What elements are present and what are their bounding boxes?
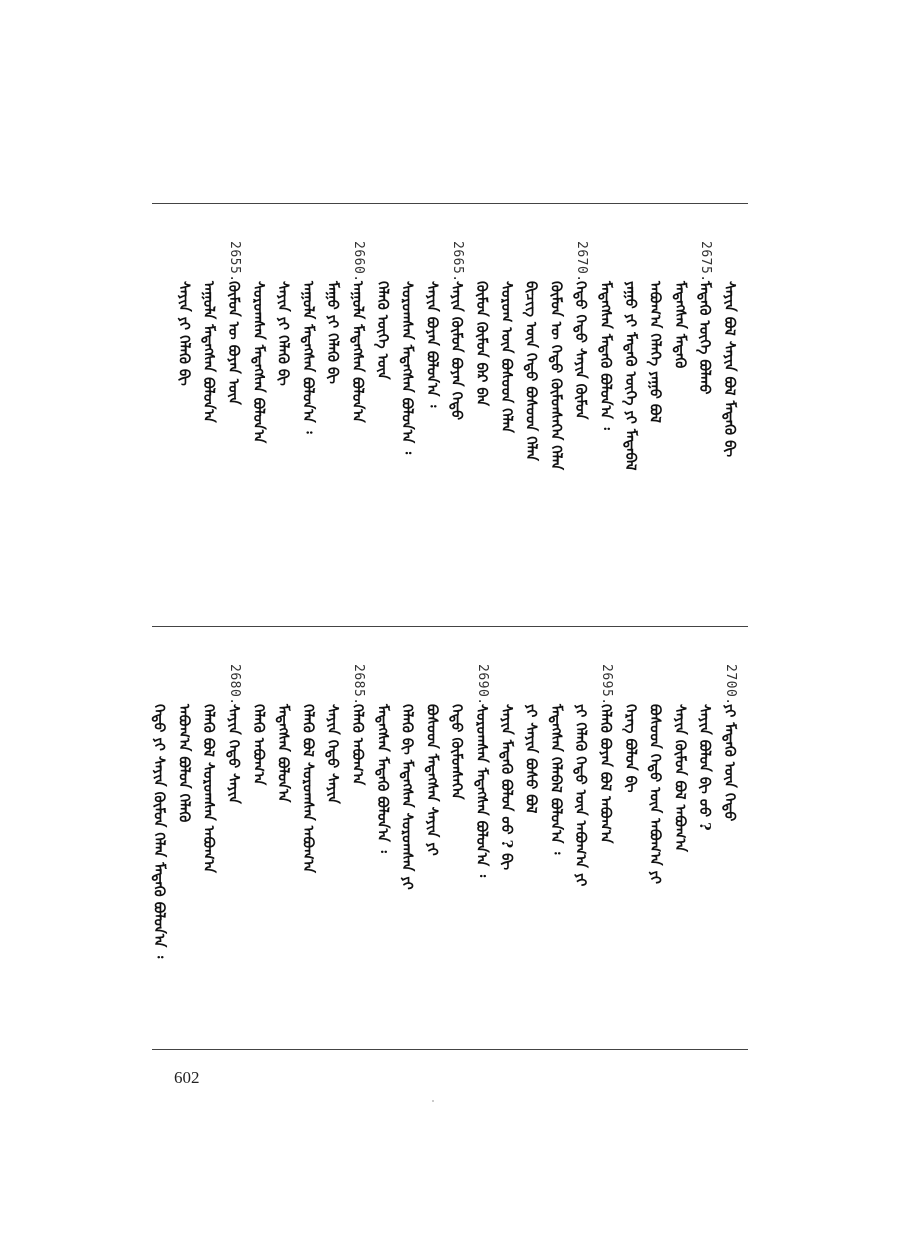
verse-line: ᠰᠤᠷᠤᠭᠰᠠᠨ ᠮᠡᠳᠡᠭᠰᠡᠨ ᠪᠣᠯᠤᠨ᠎ᠠ [249, 281, 267, 444]
verse-column [348, 664, 366, 1034]
verse-line: ᠰᠠᠶᠢᠨ ᠬᠡᠳᠦ ᠰᠠᠶᠢᠨ [324, 704, 342, 804]
verse-column [249, 241, 267, 611]
verse-column [695, 664, 713, 1034]
verse-column [398, 241, 416, 611]
line-number: 2685. [351, 664, 366, 706]
verse-column [695, 241, 713, 611]
verse-column [249, 664, 267, 1034]
verse-column [472, 241, 490, 611]
verse-column [174, 664, 192, 1034]
verse-line: ᠬᠡᠷᠡᠭ ᠪᠣᠯᠤᠨ ᠪᠢ [621, 704, 639, 793]
verse-line: ᠮᠡᠳᠡᠭᠰᠡᠨ ᠮᠡᠳᠡᠬᠦ ᠪᠣᠯᠤᠨ᠎ᠠ ᠄ [373, 704, 391, 853]
verse-line: ᠰᠠᠶᠢᠨ ᠬᠦᠮᠦᠨ ᠪᠤᠶᠠᠨ ᠬᠡᠳᠦ [448, 281, 466, 421]
verse-column [497, 664, 515, 1034]
verse-column [571, 241, 589, 611]
verse-column [274, 664, 292, 1034]
verse-line: ᠰᠠᠶᠢᠨ ᠪᠣᠯ ᠰᠠᠶᠢᠨ ᠪᠣᠯ ᠮᠡᠳᠡᠬᠦ ᠪᠢ [721, 281, 738, 458]
line-number: 2680. [227, 664, 242, 706]
verse-line: ᠰᠠᠶᠢᠨ ᠬᠦᠮᠦᠨ ᠪᠣᠯ ᠠᠪᠤᠭ᠎ᠠ [671, 704, 689, 852]
verse-line: ᠰᠤᠷᠤᠭ ᠦᠨ ᠪᠤᠰᠤᠳ ᠬᠡᠯᠡᠨ [497, 281, 515, 433]
verse-line: ᠮᠡᠳᠡᠭᠰᠡᠨ ᠮᠡᠳᠡᠬᠦ ᠪᠣᠯᠤᠨ᠎ᠠ ᠄ [597, 281, 614, 430]
verse-column [348, 241, 366, 611]
lower-verse-panel [152, 664, 748, 1034]
verse-column [670, 664, 688, 1034]
middle-rule [152, 626, 748, 627]
verse-line: ᠶᠢ ᠰᠠᠶᠢᠨ ᠪᠤᠰᠤ ᠪᠣᠯ [522, 704, 540, 814]
line-number: 2670. [574, 241, 590, 283]
verse-line: ᠰᠠᠶᠢᠨ ᠪᠤᠶᠠᠨ ᠪᠣᠯᠤᠨ᠎ᠠ ᠄ [423, 281, 441, 408]
verse-line: ᠮᠡᠳᠡᠭᠰᠡᠨ ᠮᠡᠳᠡᠬᠦ [671, 281, 689, 369]
verse-line: ᠠᠪᠤᠭ᠎ᠠ ᠬᠡᠯᠡᠭᠡ ᠶᠠᠭᠤ ᠪᠣᠯ [646, 281, 664, 423]
verse-column [522, 664, 540, 1034]
verse-column [323, 241, 341, 611]
verse-line: ᠬᠡᠯᠡᠬᠦ ᠦᠭᠡ ᠦᠨ [373, 281, 391, 380]
verse-column [298, 664, 316, 1034]
verse-column [224, 241, 242, 611]
line-number: 2690. [475, 664, 490, 706]
verse-line: ᠬᠦᠮᠦᠨ ᠬᠦᠮᠦᠨ ᠪᠡᠷ ᠪᠠᠨ [473, 281, 490, 407]
verse-column [596, 664, 614, 1034]
verse-line: ᠰᠠᠶᠢᠨ ᠪᠣᠯᠤᠨ ᠪᠢ ᠤᠤ ? [696, 704, 714, 831]
verse-column [546, 664, 564, 1034]
verse-column [373, 664, 391, 1034]
top-rule [152, 203, 748, 204]
verse-line: ᠠᠭᠤᠯᠠ ᠮᠡᠳᠡᠭᠰᠡᠨ ᠪᠣᠯᠤᠨ᠎ᠠ ᠄ [299, 281, 317, 434]
verse-column [720, 664, 738, 1034]
verse-column [398, 664, 416, 1034]
verse-line: ᠰᠠᠶᠢᠨ ᠬᠡᠳᠦ ᠰᠠᠶᠢᠨ [225, 704, 242, 804]
verse-column [174, 241, 192, 611]
verse-line: ᠶᠢ ᠮᠡᠳᠡᠬᠦ ᠦᠨ ᠬᠡᠳᠦ [721, 704, 738, 822]
verse-line: ᠰᠠᠶᠢᠨ ᠮᠡᠳᠡᠬᠦ ᠪᠣᠯᠤᠨ ᠤᠤ ? ᠪᠢ [497, 704, 515, 871]
line-number: 2655. [227, 241, 242, 283]
verse-line: ᠬᠡᠯᠡᠬᠦ ᠪᠣᠯ ᠰᠤᠷᠤᠭᠰᠠᠨ ᠠᠪᠤᠭ᠎ᠠ [299, 704, 317, 874]
verse-line: ᠬᠡᠯᠡᠬᠦ ᠠᠪᠤᠭ᠎ᠠ [349, 704, 366, 786]
verse-column [447, 664, 465, 1034]
verse-line: ᠪᠢᠴᠢᠭ ᠦᠨ ᠬᠡᠳᠦ ᠪᠤᠰᠤᠳ ᠬᠡᠯᠡᠨ [522, 281, 540, 461]
verse-line: ᠰᠠᠶᠢᠨ ᠶᠢ ᠬᠡᠯᠡᠬᠦ ᠪᠢ [175, 281, 193, 386]
verse-line: ᠮᠡᠳᠡᠬᠦ ᠦᠭᠡ ᠪᠣᠯᠬᠤ [696, 281, 714, 395]
verse-line: ᠮᠡᠳᠡᠭᠰᠡᠨ ᠬᠡᠯᠡᠪᠡᠯ ᠪᠣᠯᠤᠨ᠎ᠠ ᠄ [547, 704, 565, 855]
verse-line: ᠪᠤᠰᠤᠳ ᠬᠡᠳᠦ ᠦᠨ ᠠᠪᠤᠭ᠎ᠠ ᠶᠢ [646, 704, 664, 885]
verse-line: ᠠᠭᠤᠯᠠ ᠮᠡᠳᠡᠭᠰᠡᠨ ᠪᠣᠯᠤᠨ᠎ᠠ [200, 281, 218, 423]
verse-line: ᠬᠡᠯᠡᠬᠦ ᠪᠢ ᠮᠡᠳᠡᠭᠰᠡᠨ ᠰᠤᠷᠤᠭᠰᠠᠨ ᠶᠢ [398, 704, 416, 890]
verse-line: ᠠᠭᠤᠯᠠ ᠮᠡᠳᠡᠭᠰᠡᠨ ᠪᠣᠯᠤᠨ᠎ᠠ [349, 281, 366, 423]
verse-column [522, 241, 540, 611]
verse-column [596, 241, 614, 611]
verse-line: ᠬᠡᠳᠦ ᠬᠦᠮᠦᠨᠰᠡᠭᠡᠨ [448, 704, 466, 800]
line-number: 2660. [351, 241, 366, 283]
upper-verse-panel [152, 241, 748, 611]
verse-line: ᠬᠦᠮᠦᠨ ᠦ ᠪᠤᠶᠠᠨ ᠦᠨ [225, 281, 242, 405]
page-number: 602 [174, 1068, 200, 1087]
verse-column [447, 241, 465, 611]
verse-line: ᠬᠡᠯᠡᠬᠦ ᠪᠣᠯ ᠰᠤᠷᠤᠭᠰᠠᠨ ᠠᠪᠤᠭ᠎ᠠ [200, 704, 218, 874]
verse-line: ᠶᠢ ᠬᠡᠯᠡᠬᠦ ᠬᠡᠳᠦ ᠦᠨ ᠠᠪᠤᠭ᠎ᠠ ᠶᠢ [572, 704, 590, 887]
verse-line: ᠬᠡᠯᠡᠬᠦ ᠠᠪᠤᠭ᠎ᠠ [249, 704, 267, 786]
verse-column [571, 664, 589, 1034]
verse-line: ᠰᠤᠷᠤᠭᠰᠠᠨ ᠮᠡᠳᠡᠭᠰᠡᠨ ᠪᠣᠯᠤᠨ᠎ᠠ ᠄ [473, 704, 490, 878]
verse-column [298, 241, 316, 611]
verse-column [621, 241, 639, 611]
line-number: 2700. [723, 664, 738, 706]
verse-column [497, 241, 515, 611]
verse-line: ᠶᠠᠭᠤ ᠶᠢ ᠮᠡᠳᠡᠬᠦ ᠦᠭᠡ ᠶᠢ ᠮᠡᠳᠡᠪᠡᠯ [621, 281, 639, 471]
verse-column [621, 664, 639, 1034]
verse-column [274, 241, 292, 611]
bottom-rule [152, 1049, 748, 1050]
verse-line: ᠰᠠᠶᠢᠨ ᠶᠢ ᠬᠡᠯᠡᠬᠦ ᠪᠢ [274, 281, 292, 386]
scan-speck [432, 1100, 434, 1102]
verse-column [720, 241, 738, 611]
verse-column [323, 664, 341, 1034]
verse-line: ᠬᠦᠮᠦᠨ ᠦ ᠬᠡᠳᠦ ᠬᠦᠮᠦᠨᠰᠡᠭᠡᠨ ᠬᠡᠯᠡᠨ [547, 281, 565, 471]
verse-line: ᠬᠡᠳᠦ ᠬᠡᠳᠦ ᠰᠠᠶᠢᠨ ᠬᠦᠮᠦᠨ [572, 281, 590, 420]
verse-column [546, 241, 564, 611]
verse-column [199, 241, 217, 611]
verse-line: ᠬᠡᠯᠡᠬᠦ ᠪᠤᠶᠠᠨ ᠪᠣᠯ ᠠᠪᠤᠭ᠎ᠠ [597, 704, 614, 844]
line-number: 2675. [698, 241, 714, 283]
verse-line: ᠮᠡᠳᠡᠭᠰᠡᠨ ᠪᠣᠯᠤᠨ᠎ᠠ [274, 704, 292, 803]
verse-column [373, 241, 391, 611]
verse-column [646, 241, 664, 611]
line-number: 2695. [599, 664, 614, 706]
verse-line: ᠮᠠᠭᠤ ᠶᠢ ᠬᠡᠯᠡᠬᠦ ᠪᠢ [324, 281, 342, 384]
verse-line: ᠠᠪᠤᠭ᠎ᠠ ᠪᠣᠯᠤᠨ ᠬᠡᠯᠡᠬᠦ [175, 704, 193, 823]
verse-line: ᠰᠤᠷᠤᠭᠰᠠᠨ ᠮᠡᠳᠡᠭᠰᠡᠨ ᠪᠣᠯᠤᠨ᠎ᠠ ᠄ [398, 281, 416, 455]
verse-column [224, 664, 242, 1034]
verse-column [150, 664, 168, 1034]
verse-line: ᠬᠡᠳᠦ ᠶᠢ ᠰᠠᠶᠢᠨ ᠬᠦᠮᠦᠨ ᠬᠡᠯᠡᠨ ᠮᠡᠳᠡᠬᠦ ᠪᠣᠯᠤᠨ᠎ᠠ ᠄ [150, 704, 168, 959]
verse-column [670, 241, 688, 611]
verse-column [422, 241, 440, 611]
verse-column [422, 664, 440, 1034]
verse-column [646, 664, 664, 1034]
verse-column [199, 664, 217, 1034]
line-number: 2665. [450, 241, 466, 283]
verse-line: ᠪᠤᠰᠤᠳ ᠮᠡᠳᠡᠭᠰᠡᠨ ᠰᠠᠶᠢᠨ ᠶᠢ [423, 704, 441, 856]
verse-column [472, 664, 490, 1034]
